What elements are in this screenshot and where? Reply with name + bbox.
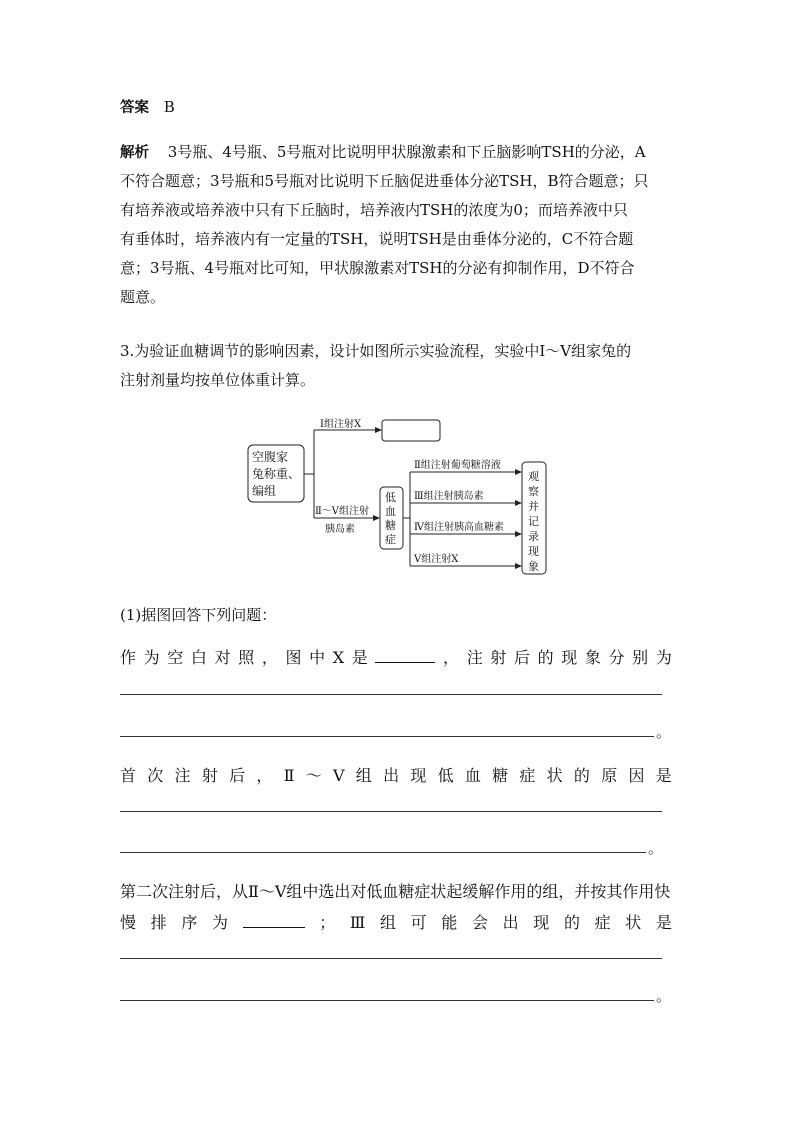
q3-char: 的 bbox=[563, 913, 580, 932]
answer-label: 答案 bbox=[120, 100, 149, 116]
q1-char: 空 bbox=[167, 648, 184, 667]
q2-char: 射 bbox=[201, 766, 218, 785]
q1-char: 图 bbox=[285, 648, 302, 667]
q2-char: 注 bbox=[174, 766, 191, 785]
q1-char: 分 bbox=[608, 648, 625, 667]
q1-char: 的 bbox=[537, 648, 554, 667]
q2-char: 后 bbox=[229, 766, 246, 785]
q2-char: Ⅱ bbox=[283, 766, 295, 785]
q3-char: ； bbox=[319, 913, 336, 932]
q1-char: 为 bbox=[655, 648, 672, 667]
group1-result-box bbox=[382, 420, 440, 441]
q1-char: ， bbox=[443, 648, 460, 667]
answer-value: B bbox=[163, 98, 175, 116]
q3-char: 慢 bbox=[120, 913, 137, 932]
q3-char: 现 bbox=[533, 913, 550, 932]
observe-text-6: 现 bbox=[528, 545, 539, 558]
q2-char: Ⅴ bbox=[332, 766, 345, 785]
answer-line[interactable] bbox=[120, 958, 662, 959]
answer-line[interactable] bbox=[120, 694, 662, 695]
period-mark: 。 bbox=[648, 839, 664, 857]
hypo-text-3: 糖 bbox=[385, 519, 396, 532]
analysis-text: 3号瓶、4号瓶、5号瓶对比说明甲状腺激素和下丘脑影响TSH的分泌，A bbox=[167, 143, 646, 161]
q1-char: 别 bbox=[632, 648, 649, 667]
q1-char: 象 bbox=[584, 648, 601, 667]
period-mark: 。 bbox=[656, 987, 672, 1005]
q1-text-line bbox=[120, 648, 672, 668]
answer-blank-x[interactable] bbox=[375, 648, 435, 663]
q1-char: 为 bbox=[143, 648, 160, 667]
answer-line[interactable] bbox=[120, 736, 654, 737]
q3-char: 为 bbox=[211, 913, 228, 932]
group25-label-1: Ⅱ～Ⅴ组注射 bbox=[315, 506, 370, 517]
q1-char: 中 bbox=[309, 648, 326, 667]
q2-char: 状 bbox=[546, 766, 563, 785]
analysis-line-2: 不符合题意；3号瓶和5号瓶对比说明下丘脑促进垂体分泌TSH，B符合题意；只 bbox=[120, 172, 649, 190]
q2-char: 因 bbox=[628, 766, 645, 785]
q3-char: 会 bbox=[471, 913, 488, 932]
q3-char: 是 bbox=[655, 913, 672, 932]
q2-char: 出 bbox=[383, 766, 400, 785]
answer-blank-order[interactable] bbox=[243, 913, 305, 928]
q2-char: 首 bbox=[120, 766, 137, 785]
q3-char: 序 bbox=[181, 913, 198, 932]
observe-text-3: 并 bbox=[528, 500, 539, 513]
answer-line[interactable] bbox=[120, 1000, 654, 1001]
q2-char: 血 bbox=[464, 766, 481, 785]
q2-char: 是 bbox=[655, 766, 672, 785]
q2-char: ～ bbox=[305, 766, 322, 785]
q1-char: ， bbox=[261, 648, 278, 667]
branch-label-5: Ⅴ组注射X bbox=[414, 554, 459, 565]
observe-text-1: 观 bbox=[528, 470, 539, 483]
start-text-2: 兔称重、 bbox=[252, 467, 301, 481]
q3-text-line-1: 第二次注射后，从Ⅱ～Ⅴ组中选出对低血糖症状起缓解作用的组，并按其作用快 bbox=[120, 882, 671, 901]
q2-char: 症 bbox=[519, 766, 536, 785]
q1-char: 射 bbox=[490, 648, 507, 667]
q2-char: 次 bbox=[147, 766, 164, 785]
q2-char: 的 bbox=[573, 766, 590, 785]
observe-text-7: 象 bbox=[528, 560, 539, 573]
q2-text-line bbox=[120, 766, 672, 786]
q2-char: 低 bbox=[437, 766, 454, 785]
branch-label-2: Ⅱ组注射葡萄糖溶液 bbox=[414, 460, 501, 471]
analysis-line-4: 有垂体时，培养液内有一定量的TSH，说明TSH是由垂体分泌的，C不符合题 bbox=[120, 230, 634, 248]
q1-char: X bbox=[332, 648, 345, 667]
question-3-line-1: 3.为验证血糖调节的影响因素，设计如图所示实验流程，实验中Ⅰ～Ⅴ组家兔的 bbox=[120, 342, 632, 360]
analysis-label: 解析 bbox=[120, 145, 149, 161]
q3-char: 组 bbox=[380, 913, 397, 932]
q1-char: 现 bbox=[561, 648, 578, 667]
q1-char: 作 bbox=[120, 648, 137, 667]
question-3-line-2: 注射剂量均按单位体重计算。 bbox=[120, 371, 316, 389]
answer-line[interactable] bbox=[120, 811, 662, 812]
start-text-3: 编组 bbox=[252, 484, 277, 498]
analysis-line-6: 题意。 bbox=[120, 288, 166, 306]
q3-char: 可 bbox=[410, 913, 427, 932]
q1-char: 白 bbox=[190, 648, 207, 667]
group25-label-2: 胰岛素 bbox=[325, 524, 355, 535]
q3-char: 能 bbox=[441, 913, 458, 932]
branch-label-3: Ⅲ组注射胰岛素 bbox=[414, 491, 484, 502]
analysis-line-3: 有培养液或培养液中只有下丘脑时，培养液内TSH的浓度为0；而培养液中只 bbox=[120, 201, 628, 219]
q3-char: 排 bbox=[150, 913, 167, 932]
q3-char: 状 bbox=[625, 913, 642, 932]
q3-text-line-2 bbox=[120, 913, 672, 933]
hypo-text-4: 症 bbox=[385, 533, 396, 546]
branch-label-4: Ⅳ组注射胰高血糖素 bbox=[414, 522, 504, 533]
hypo-text-2: 血 bbox=[385, 505, 396, 518]
q2-char: 组 bbox=[355, 766, 372, 785]
observe-text-2: 察 bbox=[528, 485, 539, 498]
hypo-text-1: 低 bbox=[385, 491, 396, 504]
observe-text-5: 录 bbox=[528, 530, 539, 543]
q3-char: 出 bbox=[502, 913, 519, 932]
q3-char: Ⅲ bbox=[349, 913, 366, 932]
q1-char: 后 bbox=[513, 648, 530, 667]
sub1-title: (1)据图回答下列问题： bbox=[120, 606, 277, 624]
q2-char: 现 bbox=[410, 766, 427, 785]
q3-char: 症 bbox=[594, 913, 611, 932]
q1-char: 注 bbox=[466, 648, 483, 667]
period-mark: 。 bbox=[656, 723, 672, 741]
q2-char: 原 bbox=[601, 766, 618, 785]
analysis-line-5: 意；3号瓶、4号瓶对比可知，甲状腺激素对TSH的分泌有抑制作用，D不符合 bbox=[120, 259, 635, 277]
q2-char: ， bbox=[256, 766, 273, 785]
q2-char: 糖 bbox=[492, 766, 509, 785]
observe-text-4: 记 bbox=[528, 515, 539, 528]
group1-label: Ⅰ组注射X bbox=[320, 419, 362, 430]
q1-char: 是 bbox=[351, 648, 368, 667]
start-text-1: 空腹家 bbox=[252, 450, 289, 464]
q1-char: 照 bbox=[238, 648, 255, 667]
answer-line[interactable] bbox=[120, 852, 646, 853]
q1-char: 对 bbox=[214, 648, 231, 667]
